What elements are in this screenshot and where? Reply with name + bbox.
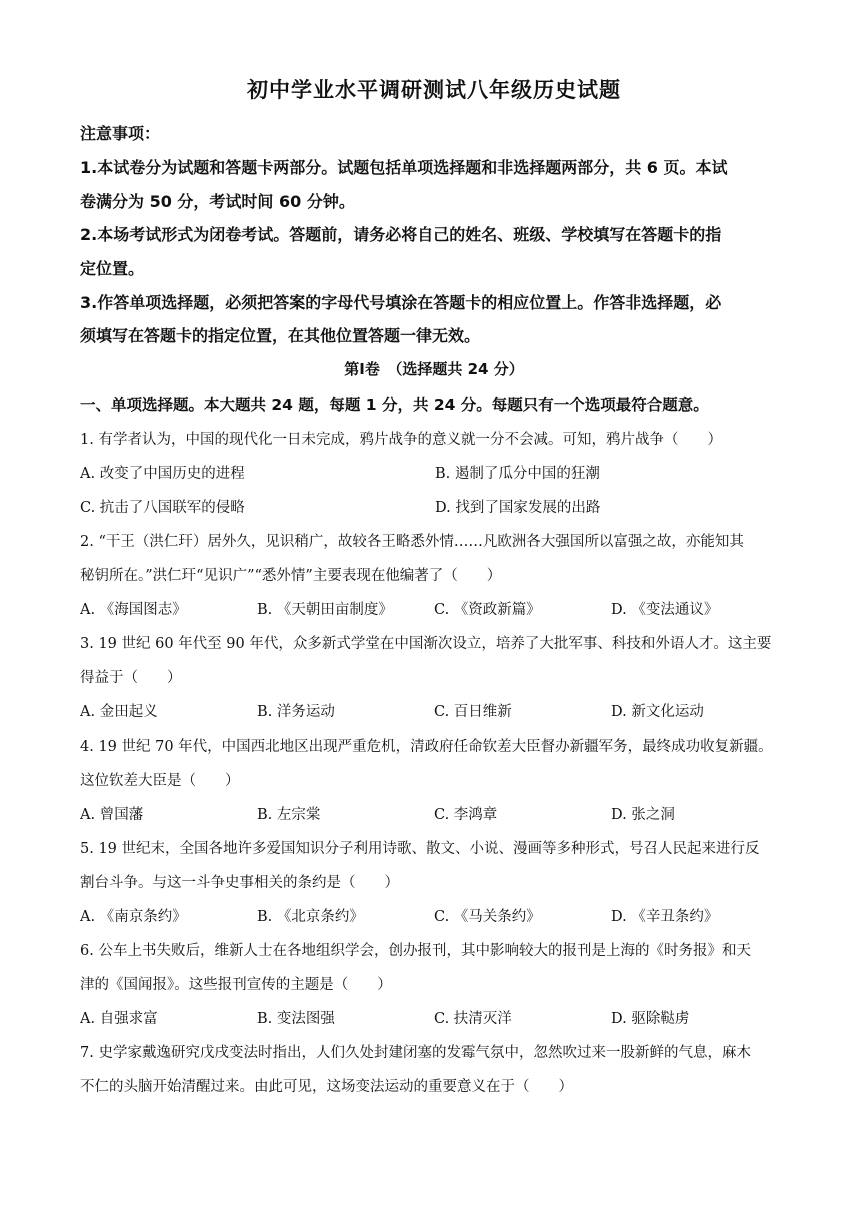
- option-d: D. 张之洞: [611, 807, 675, 823]
- question-stem: 6. 公车上书失败后，维新人士在各地组织学会，创办报刊，其中影响较大的报刊是上海的《时务报》和天: [80, 943, 751, 959]
- option-b: B. 遏制了瓜分中国的狂潮: [435, 466, 600, 482]
- option-d: D. 《变法通议》: [611, 602, 719, 618]
- option-c: C. 李鸿章: [434, 807, 498, 823]
- question-stem: 3. 19 世纪 60 年代至 90 年代，众多新式学堂在中国渐次设立，培养了大批军事、科技和外语人才。这主要: [80, 636, 772, 652]
- option-b: B. 左宗棠: [257, 807, 321, 823]
- option-c: C. 百日维新: [434, 704, 512, 720]
- question-stem: 4. 19 世纪 70 年代，中国西北地区出现严重危机，清政府任命钦差大臣督办新疆军务，最终成功收复新疆。: [80, 739, 773, 755]
- option-c: C. 扶清灭洋: [434, 1011, 512, 1027]
- option-b: B. 《天朝田亩制度》: [257, 602, 393, 618]
- question-stem: 津的《国闻报》。这些报刊宣传的主题是（ ）: [80, 977, 392, 993]
- option-d: D. 找到了国家发展的出路: [435, 500, 601, 516]
- notice-line: 卷满分为 50 分，考试时间 60 分钟。: [80, 192, 355, 211]
- option-a: A. 《南京条约》: [80, 909, 187, 925]
- option-d: D. 《辛丑条约》: [611, 909, 719, 925]
- part-heading: 一、单项选择题。本大题共 24 题，每题 1 分，共 24 分。每题只有一个选项最符合题意。: [80, 396, 709, 414]
- question-stem: 5. 19 世纪末，全国各地许多爱国知识分子利用诗歌、散文、小说、漫画等多种形式，号召人民起来进行反: [80, 841, 760, 857]
- notice-line: 定位置。: [80, 259, 145, 278]
- question-stem: 割台斗争。与这一斗争史事相关的条约是（ ）: [80, 875, 399, 891]
- option-a: A. 金田起义: [80, 704, 158, 720]
- page-title: 初中学业水平调研测试八年级历史试题: [247, 78, 621, 102]
- question-stem: 1. 有学者认为，中国的现代化一日未完成，鸦片战争的意义就一分不会减。可知，鸦片战争（ ）: [80, 432, 722, 448]
- section-title: 第Ⅰ卷 （选择题共 24 分）: [344, 360, 524, 378]
- question-stem: 不仁的头脑开始清醒过来。由此可见，这场变法运动的重要意义在于（ ）: [80, 1079, 573, 1095]
- option-a: A. 改变了中国历史的进程: [80, 466, 245, 482]
- notice-line: 2.本场考试形式为闭卷考试。答题前，请务必将自己的姓名、班级、学校填写在答题卡的指: [80, 225, 722, 244]
- question-stem: 7. 史学家戴逸研究戊戌变法时指出，人们久处封建闭塞的发霉气氛中，忽然吹过来一股新鲜的气息，麻木: [80, 1045, 751, 1061]
- option-a: A. 《海国图志》: [80, 602, 187, 618]
- option-a: A. 自强求富: [80, 1011, 158, 1027]
- notice-line: 须填写在答题卡的指定位置，在其他位置答题一律无效。: [80, 326, 481, 345]
- option-b: B. 变法图强: [257, 1011, 335, 1027]
- question-stem: 2. “干王（洪仁玕）居外久，见识稍广，故较各王略悉外情……凡欧洲各大强国所以富强之故，亦能知其: [80, 534, 744, 550]
- question-stem: 这位钦差大臣是（ ）: [80, 773, 240, 789]
- option-d: D. 驱除鞑虏: [611, 1011, 690, 1027]
- question-stem: 秘钥所在。”洪仁玕“见识广”“悉外情”主要表现在他编著了（ ）: [80, 568, 502, 584]
- option-c: C. 抗击了八国联军的侵略: [80, 500, 245, 516]
- option-b: B. 《北京条约》: [257, 909, 364, 925]
- question-stem: 得益于（ ）: [80, 670, 182, 686]
- notice-line: 3.作答单项选择题，必须把答案的字母代号填涂在答题卡的相应位置上。作答非选择题，必: [80, 293, 722, 312]
- notice-heading: 注意事项：: [80, 124, 161, 143]
- option-c: C. 《资政新篇》: [434, 602, 541, 618]
- notice-line: 1.本试卷分为试题和答题卡两部分。试题包括单项选择题和非选择题两部分，共 6 页。本试: [80, 158, 728, 177]
- option-c: C. 《马关条约》: [434, 909, 541, 925]
- option-d: D. 新文化运动: [611, 704, 704, 720]
- option-a: A. 曾国藩: [80, 807, 144, 823]
- option-b: B. 洋务运动: [257, 704, 335, 720]
